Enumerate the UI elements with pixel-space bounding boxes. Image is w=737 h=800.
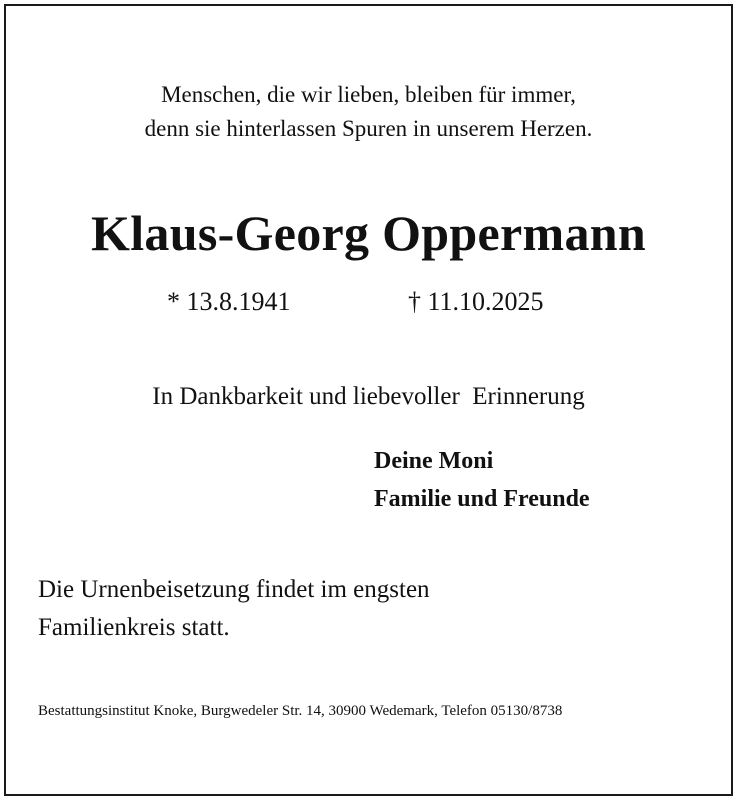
memorial-quote [0, 78, 737, 146]
birth-date: * 13.8.1941 [167, 287, 291, 316]
death-date: † 11.10.2025 [408, 287, 544, 316]
mourner-line-1: Deine Moni [374, 448, 494, 474]
quote-line-1: Menschen, die wir lieben, bleiben für immer, [161, 82, 576, 107]
gratitude-line: In Dankbarkeit und liebevoller Erinnerung [152, 383, 585, 410]
deceased-name: Klaus-Georg Oppermann [91, 205, 646, 261]
funeral-home-footer: Bestattungsinstitut Knoke, Burgwedeler Str. 14, 30900 Wedemark, Telefon 05130/8738 [38, 703, 563, 719]
burial-notice-line-1: Die Urnenbeisetzung findet im engsten [38, 576, 430, 603]
burial-notice-line-2: Familienkreis statt. [38, 614, 230, 641]
mourners-signature [374, 442, 590, 518]
quote-line-2: denn sie hinterlassen Spuren in unserem Herzen. [144, 116, 593, 141]
burial-notice [38, 571, 430, 647]
mourner-line-2: Familie und Freunde [374, 486, 590, 512]
